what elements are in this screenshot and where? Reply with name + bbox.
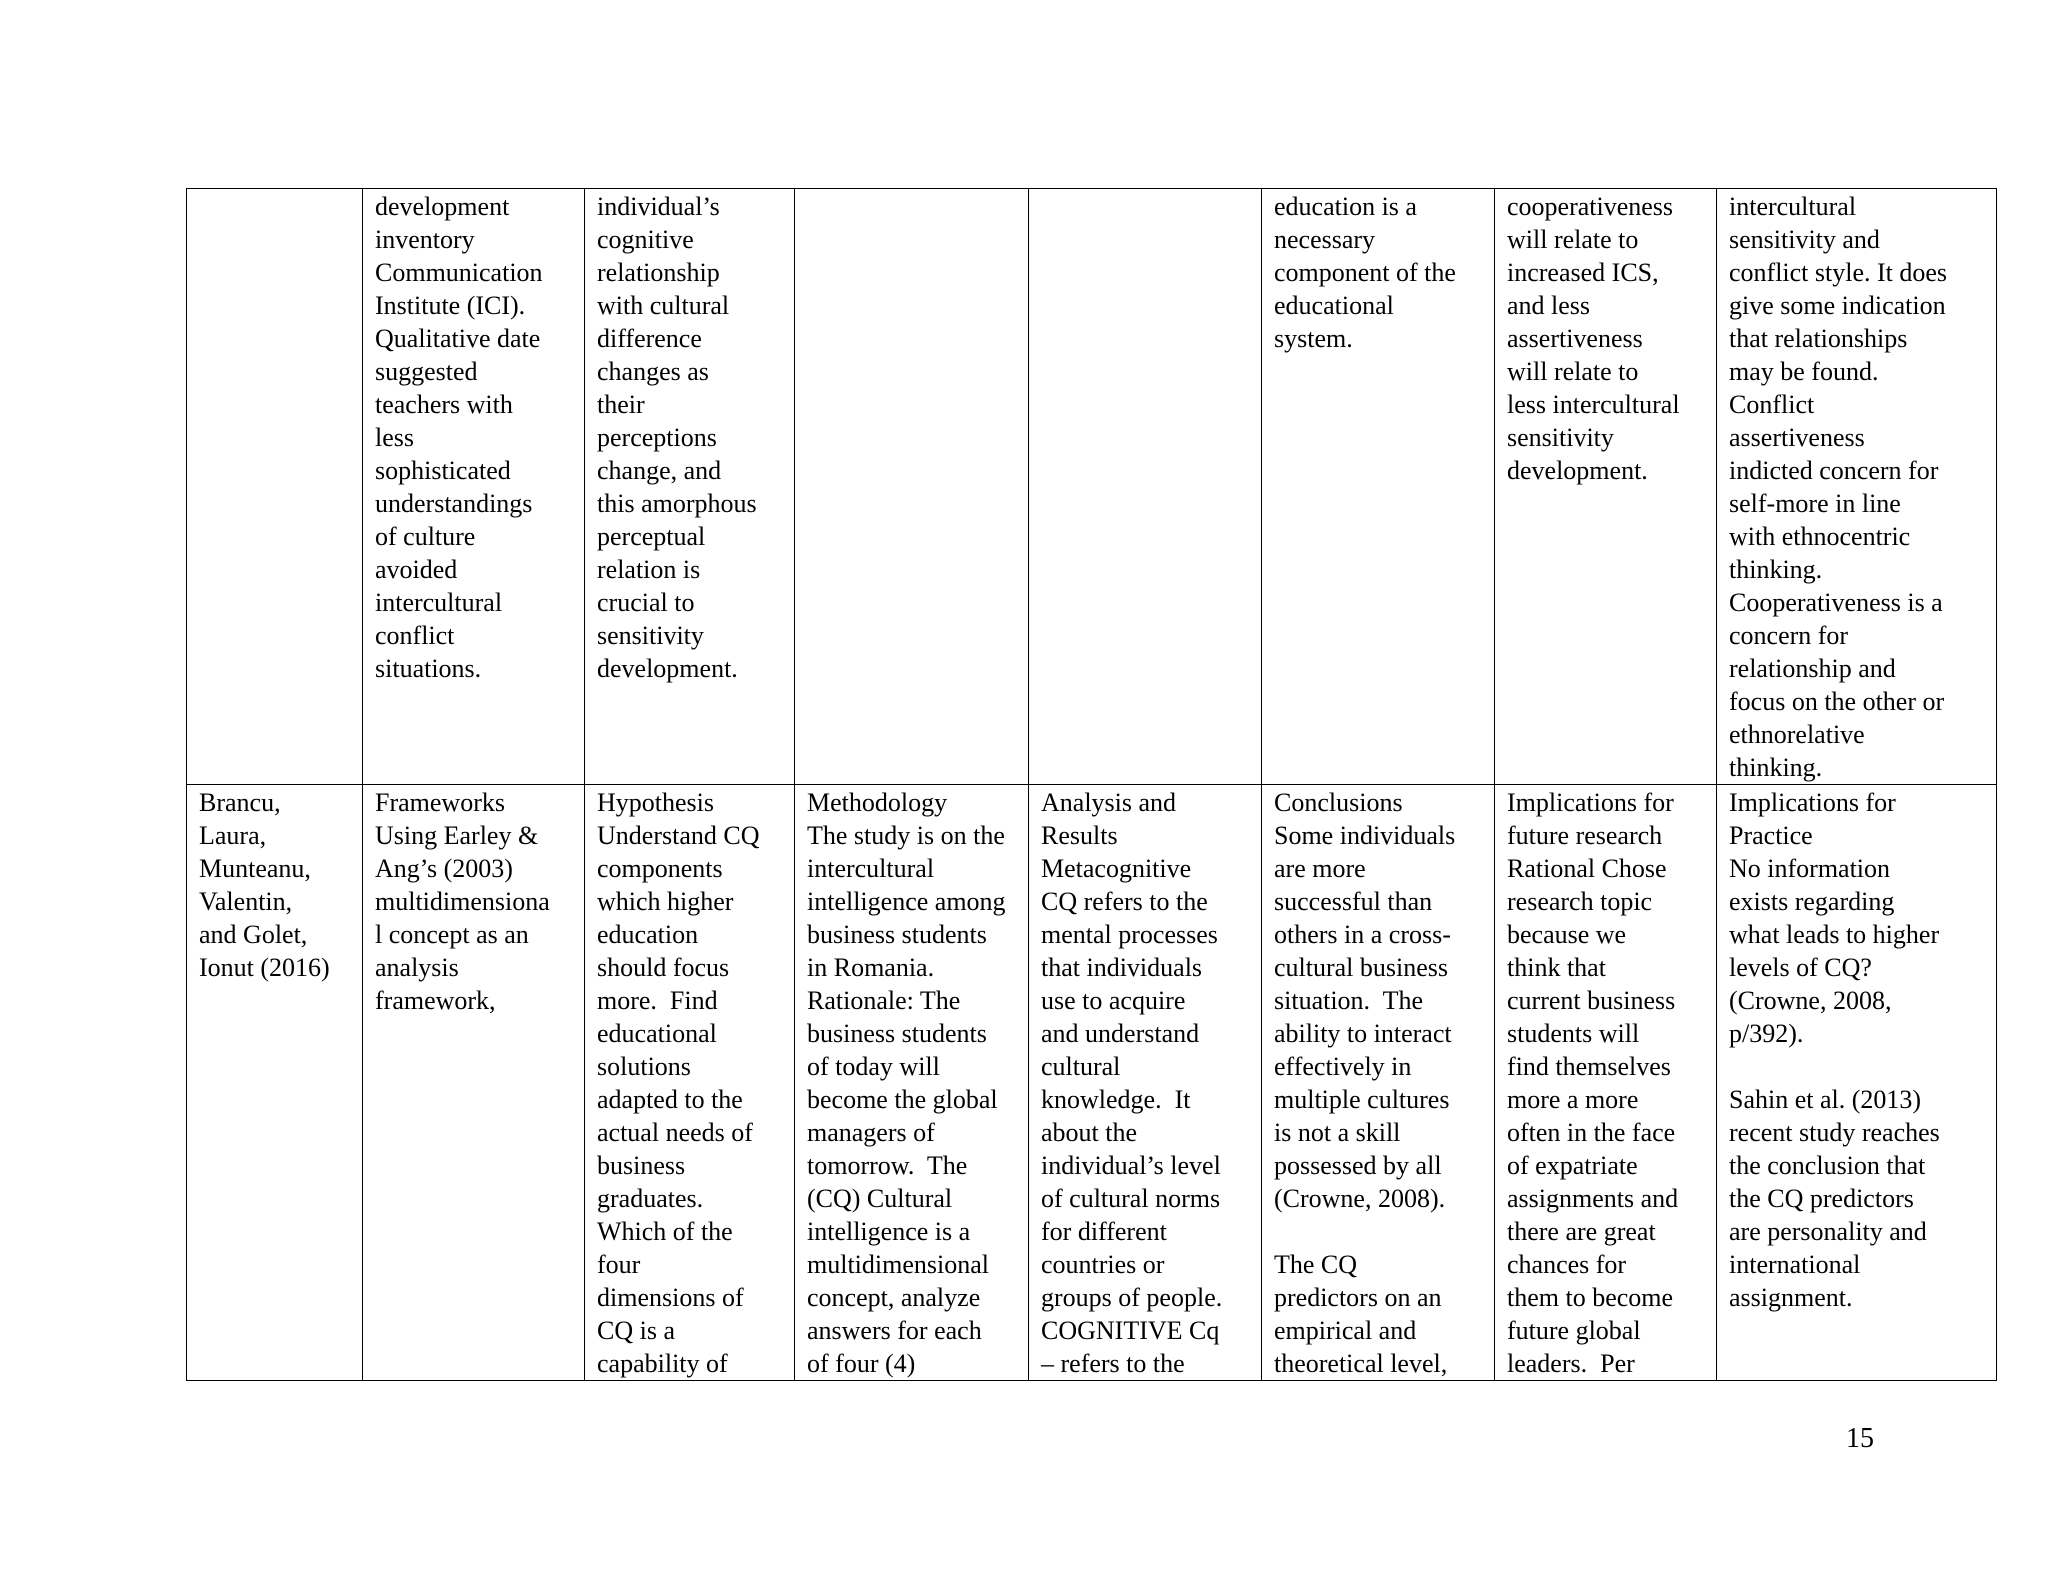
cell-author [187, 189, 363, 785]
cell-practice: intercultural sensitivity and conflict style. It does give some indication that relationships may be found. Conflict assertiveness indicted concern for self-more in line with ethnocentric thinking. Cooperativeness is a concern for relationship and focus on the other or ethnorelative thinking. [1717, 189, 1997, 785]
cell-conclusions: education is a necessary component of the educational system. [1262, 189, 1495, 785]
table-row [187, 189, 1997, 785]
cell-methodology: Methodology The study is on the intercultural intelligence among business students in Romania. Rationale: The business students of today will become the global managers of tomorrow. The (CQ) Cultural intelligence is a multidimensional concept, analyze answers for each of four (4) [795, 785, 1029, 1381]
cell-methodology [795, 189, 1029, 785]
cell-conclusions: Conclusions Some individuals are more successful than others in a cross- cultural business situation. The ability to interact effectively in multiple cultures is not a skill possessed by all (Crowne, 2008). The CQ predictors on an empirical and theoretical level, [1262, 785, 1495, 1381]
cell-analysis-results [1029, 189, 1262, 785]
table-row [187, 785, 1997, 1381]
cell-practice: Implications for Practice No information exists regarding what leads to higher levels of CQ? (Crowne, 2008, p/392). Sahin et al. (2013) recent study reaches the conclusion that the CQ predictors are personality and international assignment. [1717, 785, 1997, 1381]
cell-frameworks: development inventory Communication Institute (ICI). Qualitative date suggested teachers with less sophisticated understandings of culture avoided intercultural conflict situations. [363, 189, 585, 785]
cell-hypothesis: Hypothesis Understand CQ components which higher education should focus more. Find educational solutions adapted to the actual needs of business graduates. Which of the four dimensions of CQ is a capability of [585, 785, 795, 1381]
cell-author: Brancu, Laura, Munteanu, Valentin, and Golet, Ionut (2016) [187, 785, 363, 1381]
cell-hypothesis: individual’s cognitive relationship with cultural difference changes as their perceptions change, and this amorphous perceptual relation is crucial to sensitivity development. [585, 189, 795, 785]
cell-analysis-results: Analysis and Results Metacognitive CQ refers to the mental processes that individuals use to acquire and understand cultural knowledge. It about the individual’s level of cultural norms for different countries or groups of people. COGNITIVE Cq – refers to the [1029, 785, 1262, 1381]
page-number: 15 [1846, 1423, 1874, 1454]
cell-frameworks: Frameworks Using Earley & Ang’s (2003) multidimensiona l concept as an analysis framework, [363, 785, 585, 1381]
literature-review-table [186, 188, 1997, 1381]
cell-future-research: Implications for future research Rational Chose research topic because we think that current business students will find themselves more a more often in the face of expatriate assignments and there are great chances for them to become future global leaders. Per [1495, 785, 1717, 1381]
cell-future-research: cooperativeness will relate to increased ICS, and less assertiveness will relate to less intercultural sensitivity development. [1495, 189, 1717, 785]
